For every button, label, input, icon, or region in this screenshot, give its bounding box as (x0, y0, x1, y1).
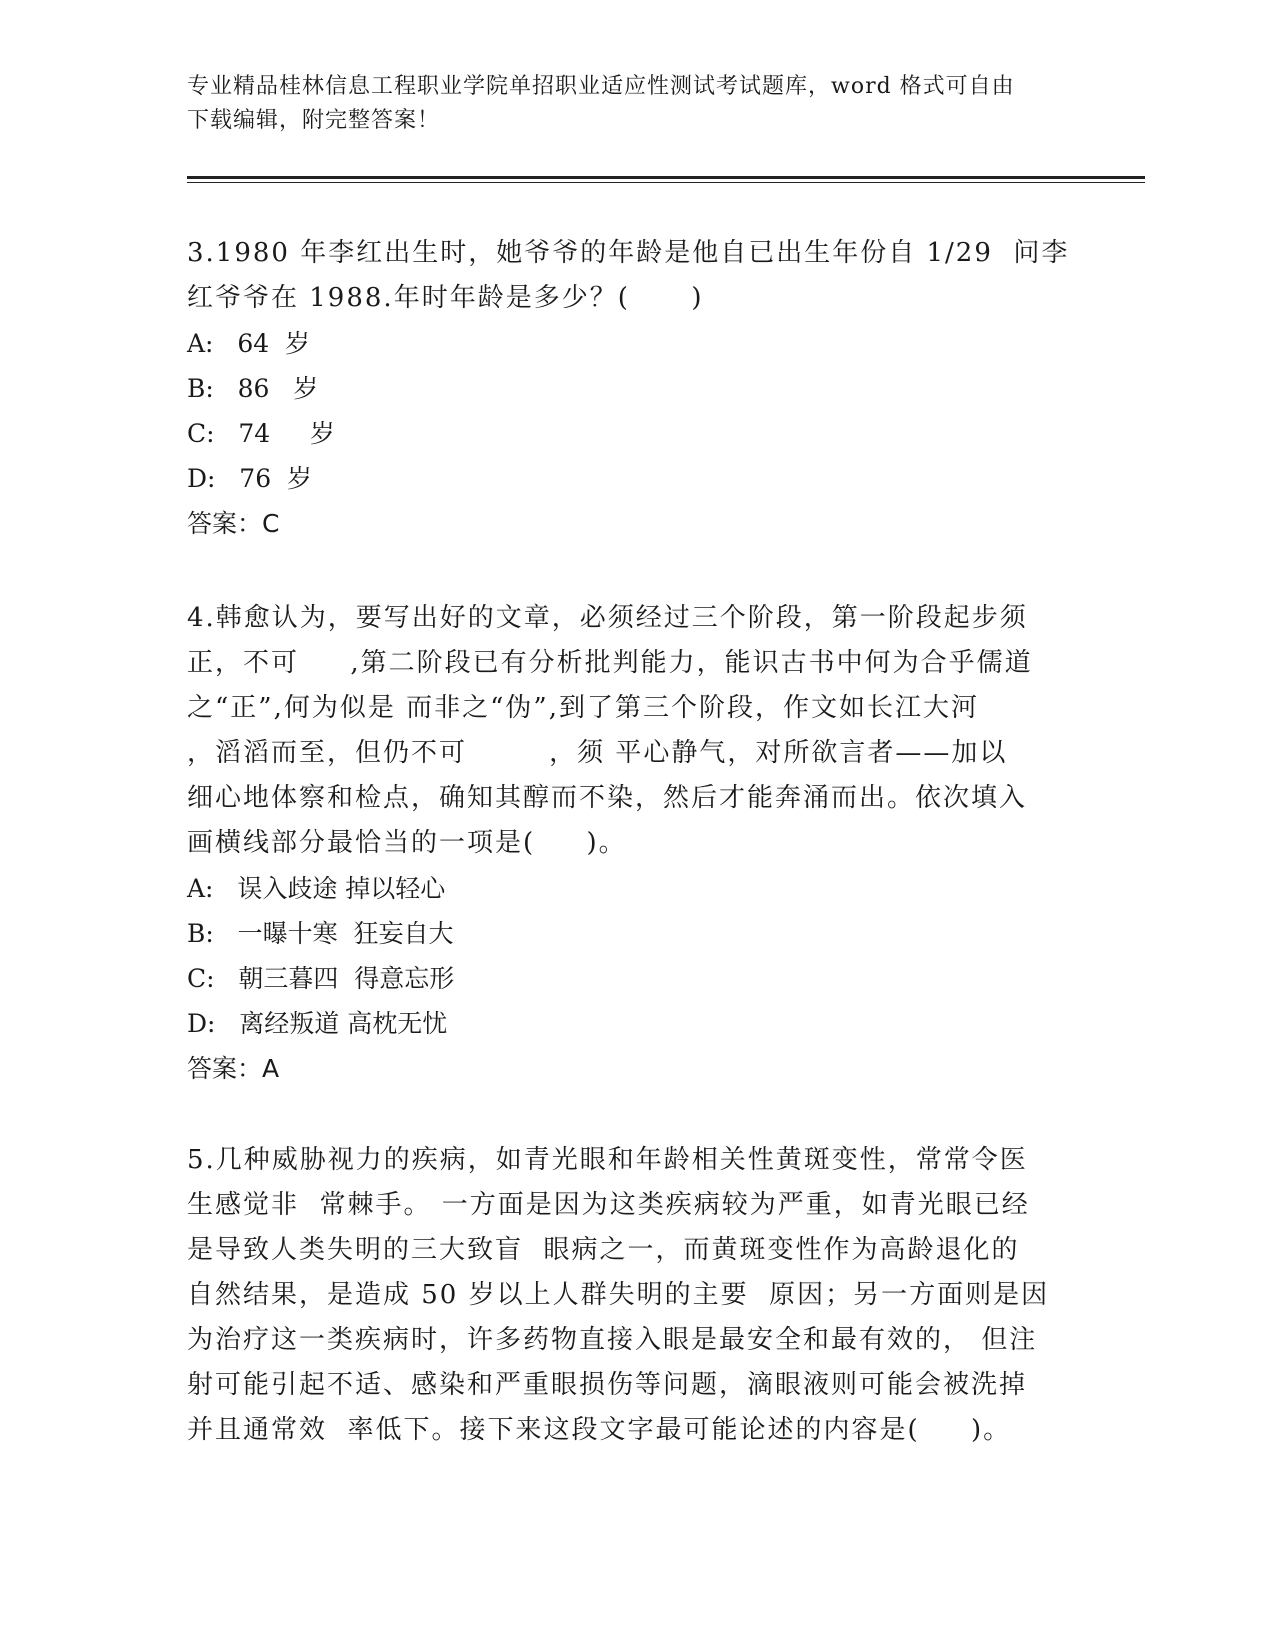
question-stem (187, 1138, 1067, 1453)
stem-line: 5.几种威胁视力的疾病，如青光眼和年龄相关性黄斑变性，常常令医 (187, 1145, 1028, 1175)
header-line-1: 专业精品桂林信息工程职业学院单招职业适应性测试考试题库，word 格式可自由 (187, 74, 1015, 99)
option-d: D: 76 岁 (187, 464, 313, 493)
stem-line: 并且通常效 率低下。接下来这段文字最可能论述的内容是( )。 (187, 1415, 1012, 1445)
question-5 (187, 1138, 1067, 1453)
stem-line: 3.1980 年李红出生时，她爷爷的年龄是他自已出生年份自 1/29 问李 (187, 238, 1070, 268)
question-stem (187, 596, 1067, 866)
option-c: C: 74 岁 (187, 419, 335, 448)
option-b: B: 一曝十寒 狂妄自大 (187, 919, 454, 948)
question-3 (187, 231, 1070, 546)
option-b: B: 86 岁 (187, 374, 319, 403)
stem-line: 细心地体察和检点，确知其醇而不染，然后才能奔涌而出。依次填入 (187, 783, 1028, 813)
stem-line: 之“正”,何为似是 而非之“伪”,到了第三个阶段，作文如长江大河 (187, 693, 979, 723)
question-4 (187, 596, 1067, 1091)
stem-line: 是导致人类失明的三大致盲 眼病之一，而黄斑变性作为高龄退化的 (187, 1235, 1020, 1265)
option-c: C: 朝三暮四 得意忘形 (187, 964, 455, 993)
header-rule-thick (187, 176, 1145, 179)
stem-line: 射可能引起不适、感染和严重眼损伤等问题，滴眼液则可能会被洗掉 (187, 1370, 1028, 1400)
header-rule-thin (187, 182, 1145, 183)
answer-label: 答案：A (187, 1054, 280, 1083)
stem-line: 4.韩愈认为，要写出好的文章，必须经过三个阶段，第一阶段起步须 (187, 603, 1028, 633)
header-line-2: 下载编辑，附完整答案！ (187, 108, 441, 133)
stem-line: 红爷爷在 1988.年时年龄是多少？( ) (187, 283, 704, 313)
stem-line: ，滔滔而至，但仍不可 ，须 平心静气，对所欲言者——加以 (187, 738, 1008, 768)
stem-line: 正，不可 ,第二阶段已有分析批判能力，能识古书中何为合乎儒道 (187, 648, 1033, 678)
option-a: A: 64 岁 (187, 329, 311, 358)
option-a: A: 误入歧途 掉以轻心 (187, 874, 446, 903)
answer-label: 答案：C (187, 509, 280, 538)
stem-line: 为治疗这一类疾病时，许多药物直接入眼是最安全和最有效的， 但注 (187, 1325, 1038, 1355)
stem-line: 生感觉非 常棘手。 一方面是因为这类疾病较为严重，如青光眼已经 (187, 1190, 1030, 1220)
option-d: D: 离经叛道 高枕无忧 (187, 1009, 448, 1038)
stem-line: 自然结果，是造成 50 岁以上人群失明的主要 原因；另一方面则是因 (187, 1280, 1050, 1310)
document-header (187, 70, 1067, 138)
stem-line: 画横线部分最恰当的一项是( )。 (187, 828, 627, 858)
question-stem (187, 231, 1070, 321)
